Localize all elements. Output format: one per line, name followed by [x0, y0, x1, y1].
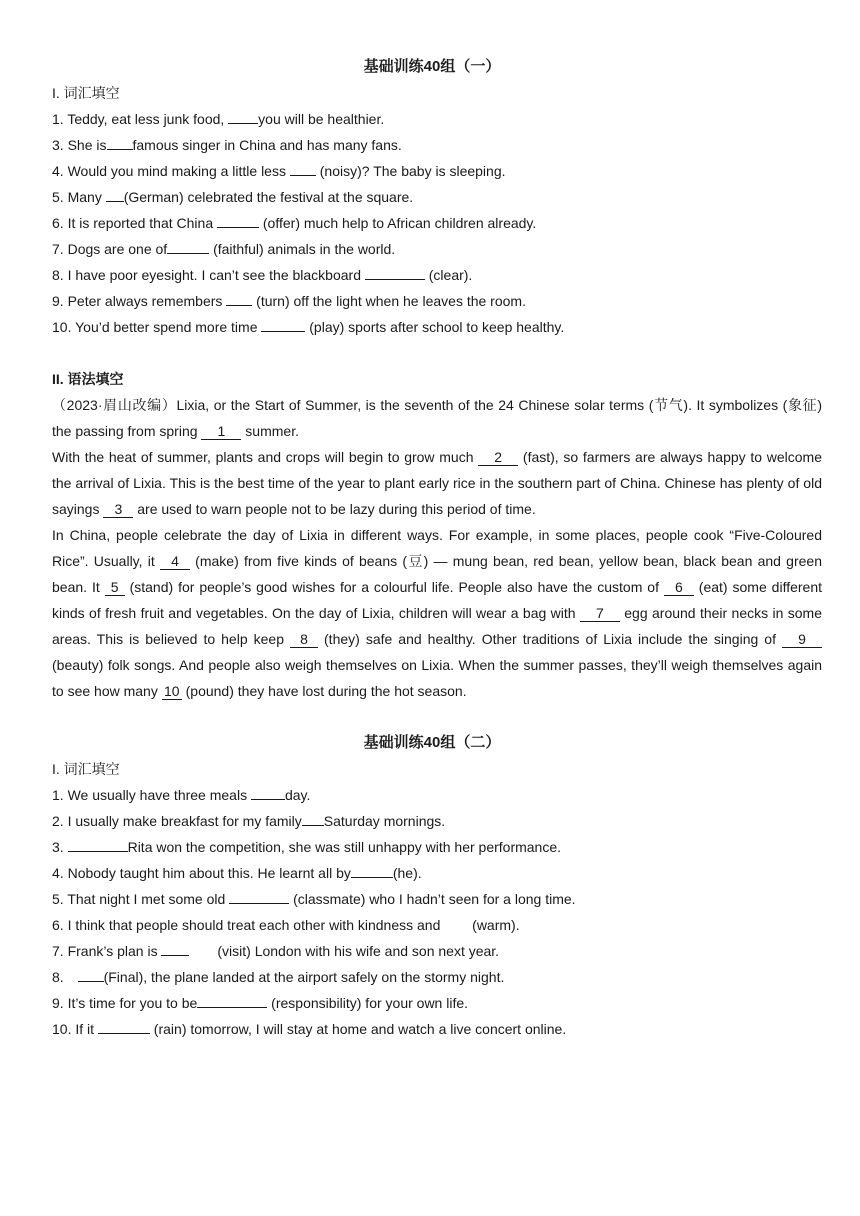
- answer-blank[interactable]: [107, 133, 133, 150]
- set2-item-1: 1. We usually have three meals day.: [52, 782, 822, 808]
- set1-item-8: 8. I have poor eyesight. I can’t see the blackboard (clear).: [52, 262, 822, 288]
- answer-blank[interactable]: [228, 107, 258, 124]
- set2-item-4: 4. Nobody taught him about this. He learnt all by (he).: [52, 860, 822, 886]
- set1-vocab-heading: I. 词汇填空: [52, 85, 120, 101]
- answer-blank[interactable]: [226, 289, 252, 306]
- grammar-passage-p3: In China, people celebrate the day of Lixia in different ways. For example, in some places, people cook “Five-Coloured Rice”. Usually, it 4 (make) from five kinds of beans (豆) — mung bean, red bean, yellow bean, black bean and green bean. It 5 (stand) for people’s good wishes for a colourful life. People also have the custom of 6 (eat) some different kinds of fresh fruit and vegetables. On the day of Lixia, children will wear a bag with 7 egg around their necks in some areas. This is believed to help keep 8 (they) safe and healthy. Other traditions of Lixia include the singing of 9 (beauty) folk songs. And people also weigh themselves on Lixia. When the summer passes, they’ll weigh themselves again to see how many 10 (pound) they have lost during the hot season.: [52, 527, 823, 699]
- set2-item-10: 10. If it (rain) tomorrow, I will stay at home and watch a live concert online.: [52, 1016, 822, 1042]
- set2-item-3: 3. Rita won the competition, she was still unhappy with her performance.: [52, 834, 822, 860]
- numbered-blank-2[interactable]: 2: [478, 449, 518, 466]
- set1-grammar-heading: II. 语法填空: [52, 371, 124, 387]
- answer-blank[interactable]: [229, 887, 289, 904]
- set1-item-4: 4. Would you mind making a little less (noisy)? The baby is sleeping.: [52, 158, 822, 184]
- answer-blank[interactable]: [302, 809, 324, 826]
- set2-item-9: 9. It’s time for you to be (responsibility) for your own life.: [52, 990, 822, 1016]
- answer-blank[interactable]: [217, 211, 259, 228]
- numbered-blank-10[interactable]: 10: [162, 683, 182, 700]
- answer-blank[interactable]: [68, 835, 128, 852]
- numbered-blank-6[interactable]: 6: [664, 579, 694, 596]
- set2-vocab-heading: I. 词汇填空: [52, 761, 120, 777]
- numbered-blank-3[interactable]: 3: [103, 501, 133, 518]
- set2-item-8: 8. (Final), the plane landed at the airport safely on the stormy night.: [52, 964, 822, 990]
- set1-item-5: 5. Many (German) celebrated the festival at the square.: [52, 184, 822, 210]
- answer-blank[interactable]: [161, 939, 189, 956]
- set2-item-7: 7. Frank’s plan is (visit) London with his wife and son next year.: [52, 938, 822, 964]
- set2-item-2: 2. I usually make breakfast for my family Saturday mornings.: [52, 808, 822, 834]
- set1-title: 基础训练40组（一）: [363, 58, 501, 75]
- set1-item-7: 7. Dogs are one of (faithful) animals in the world.: [52, 236, 822, 262]
- answer-blank[interactable]: [251, 783, 285, 800]
- numbered-blank-7[interactable]: 7: [580, 605, 620, 622]
- numbered-blank-9[interactable]: 9: [782, 631, 822, 648]
- answer-blank[interactable]: [78, 965, 104, 982]
- grammar-passage-p1: （2023·眉山改编）Lixia, or the Start of Summer, is the seventh of the 24 Chinese solar terms (节气). It symbolizes (象征) the passing from spring 1 summer.: [52, 397, 822, 439]
- set2-item-6: 6. I think that people should treat each other with kindness and (warm).: [52, 912, 822, 938]
- set1-item-1: 1. Teddy, eat less junk food, you will be healthier.: [52, 106, 822, 132]
- set1-item-9: 9. Peter always remembers (turn) off the light when he leaves the room.: [52, 288, 822, 314]
- set2-title: 基础训练40组（二）: [363, 734, 501, 751]
- numbered-blank-5[interactable]: 5: [105, 579, 125, 596]
- answer-blank[interactable]: [444, 914, 468, 930]
- answer-blank[interactable]: [290, 159, 316, 176]
- answer-blank[interactable]: [106, 185, 124, 202]
- set1-item-6: 6. It is reported that China (offer) much help to African children already.: [52, 210, 822, 236]
- set2-item-5: 5. That night I met some old (classmate) who I hadn’t seen for a long time.: [52, 886, 822, 912]
- answer-blank[interactable]: [261, 315, 305, 332]
- worksheet-page: [52, 54, 822, 1042]
- grammar-passage-p2: With the heat of summer, plants and crops will begin to grow much 2 (fast), so farmers are always happy to welcome the arrival of Lixia. This is the best time of the year to plant early rice in the southern part of China. Chinese has plenty of old sayings 3 are used to warn people not to be lazy during this period of time.: [52, 449, 822, 517]
- answer-blank[interactable]: [351, 861, 393, 878]
- set1-item-3: 3. She is famous singer in China and has many fans.: [52, 132, 822, 158]
- set1-item-10: 10. You’d better spend more time (play) sports after school to keep healthy.: [52, 314, 822, 340]
- answer-blank[interactable]: [167, 237, 209, 254]
- numbered-blank-8[interactable]: 8: [290, 631, 318, 648]
- answer-blank[interactable]: [365, 263, 425, 280]
- numbered-blank-4[interactable]: 4: [160, 553, 190, 570]
- answer-blank[interactable]: [98, 1017, 150, 1034]
- answer-blank[interactable]: [197, 991, 267, 1008]
- numbered-blank-1[interactable]: 1: [201, 423, 241, 440]
